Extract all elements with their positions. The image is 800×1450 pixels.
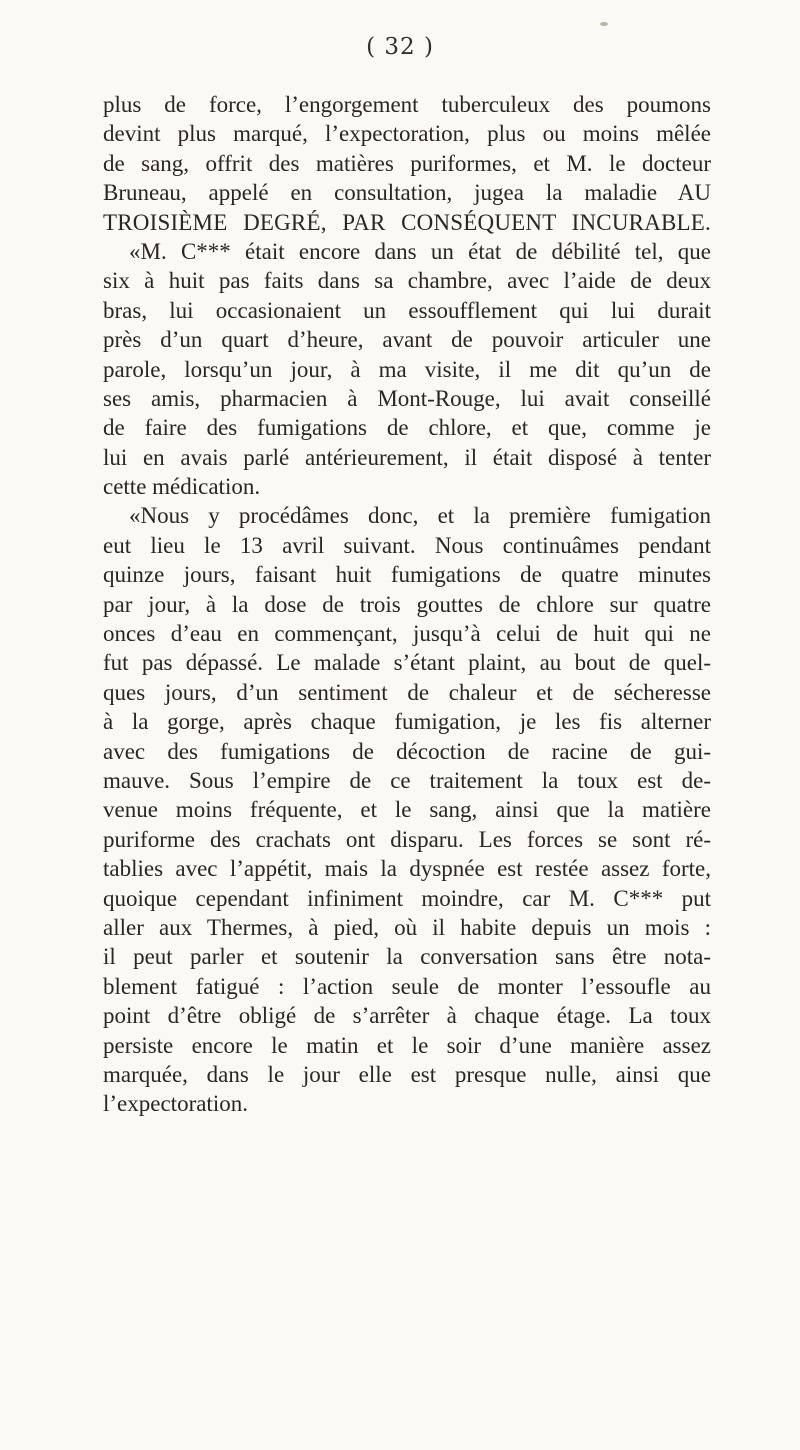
text-line: par jour, à la dose de trois gouttes de chlore sur quatre <box>103 591 711 617</box>
text-line: onces d’eau en commençant, jusqu’à celui de huit qui ne <box>103 621 711 647</box>
text-line: parole, lorsqu’un jour, à ma visite, il me dit qu’un de <box>103 356 711 382</box>
text-line: «M. C*** était encore dans un état de débilité tel, que <box>129 238 711 264</box>
text-line: venue moins fréquente, et le sang, ainsi que la matière <box>103 797 711 823</box>
text-line: point d’être obligé de s’arrêter à chaque étage. La toux <box>103 1003 711 1029</box>
text-line: blement fatigué : l’action seule de monter l’essoufle au <box>103 973 711 999</box>
body-text <box>103 90 711 1119</box>
text-line: plus de force, l’engorgement tuberculeux des poumons <box>103 92 711 117</box>
text-line-emphasis: TROISIÈME DEGRÉ, PAR CONSÉQUENT INCURABLE. <box>103 209 711 235</box>
text-line: de sang, offrit des matières puriformes, et M. le docteur <box>103 150 711 176</box>
text-line: il peut parler et soutenir la conversation sans être nota- <box>103 944 711 970</box>
text-line: près d’un quart d’heure, avant de pouvoir articuler une <box>103 327 711 353</box>
text-line: «Nous y procédâmes donc, et la première fumigation <box>129 503 711 529</box>
text-line: lui en avais parlé antérieurement, il était disposé à tenter <box>103 444 711 470</box>
text-line: l’expectoration. <box>103 1091 248 1117</box>
text-line: quinze jours, faisant huit fumigations de quatre minutes <box>103 562 711 588</box>
text-line: quoique cependant infiniment moindre, car M. C*** put <box>103 885 711 911</box>
text-line: fut pas dépassé. Le malade s’étant plaint, au bout de quel- <box>103 650 711 676</box>
text-line: puriforme des crachats ont disparu. Les forces se sont ré- <box>103 826 711 852</box>
text-line: aller aux Thermes, à pied, où il habite depuis un mois : <box>103 914 711 940</box>
text-line: de faire des fumigations de chlore, et que, comme je <box>103 415 711 441</box>
text-line: bras, lui occasionaient un essoufflement qui lui durait <box>103 297 711 323</box>
text-line: ques jours, d’un sentiment de chaleur et de sécheresse <box>103 679 711 705</box>
text-line: eut lieu le 13 avril suivant. Nous continuâmes pendant <box>103 532 711 558</box>
text-line: mauve. Sous l’empire de ce traitement la toux est de- <box>103 767 711 793</box>
text-line: ses amis, pharmacien à Mont-Rouge, lui avait conseillé <box>103 385 711 411</box>
ink-speck <box>600 22 608 26</box>
text-line: cette médication. <box>103 474 261 500</box>
text-line: avec des fumigations de décoction de racine de gui- <box>103 738 711 764</box>
text-line: marquée, dans le jour elle est presque nulle, ainsi que <box>103 1061 711 1087</box>
text-line: devint plus marqué, l’expectoration, plus ou moins mêlée <box>103 121 711 147</box>
text-line: six à huit pas faits dans sa chambre, avec l’aide de deux <box>103 268 711 294</box>
text-line: Bruneau, appelé en consultation, jugea la maladie AU <box>103 180 711 206</box>
page-number: ( 32 ) <box>366 34 434 60</box>
text-line: tablies avec l’appétit, mais la dyspnée est restée assez forte, <box>103 856 711 882</box>
text-line: à la gorge, après chaque fumigation, je les fis alterner <box>103 709 711 735</box>
text-line: persiste encore le matin et le soir d’une manière assez <box>103 1032 711 1058</box>
